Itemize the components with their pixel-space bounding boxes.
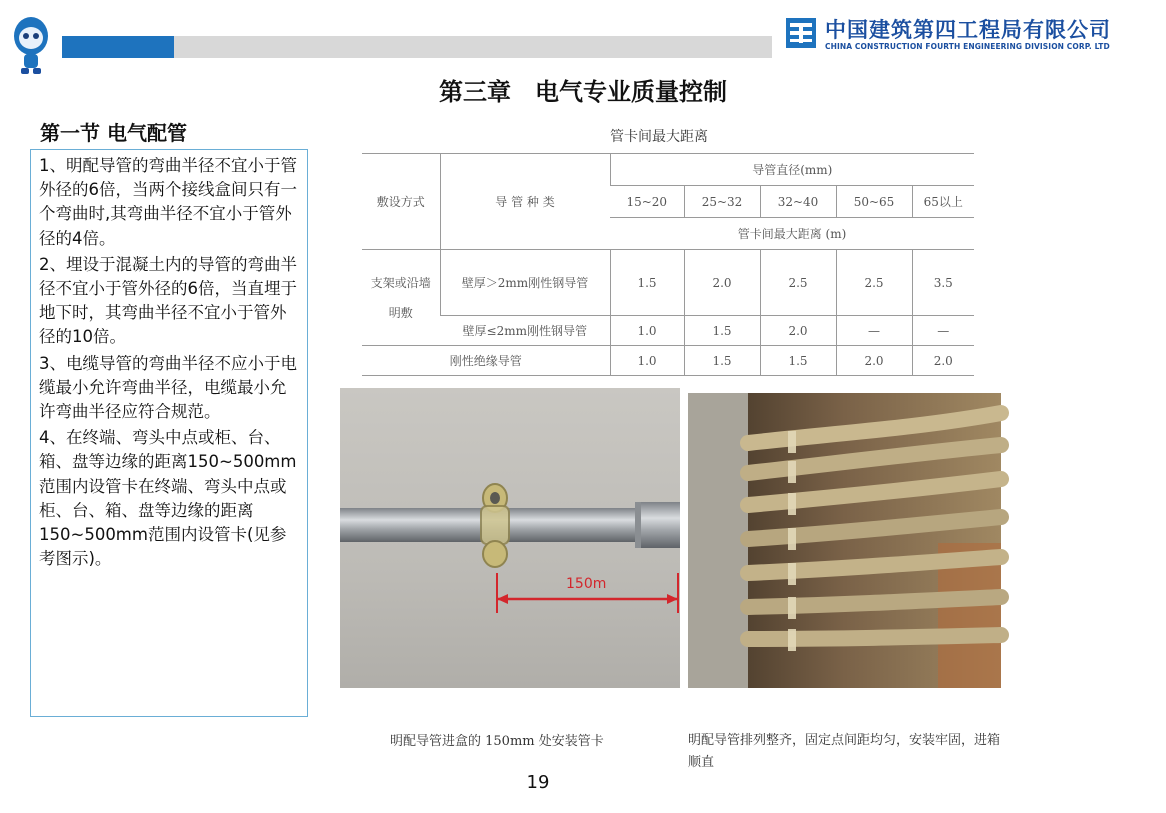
table-cell: 1.0: [610, 346, 684, 376]
table-cell: 1.5: [684, 346, 760, 376]
diameter-cell: 50~65: [836, 186, 912, 218]
table-cell: 2.5: [760, 250, 836, 316]
diameter-cell: 15~20: [610, 186, 684, 218]
header-laying-method: 敷设方式: [362, 154, 440, 250]
table-row-type: 刚性绝缘导管: [362, 346, 610, 376]
photo-caption-left: 明配导管进盒的 150mm 处安装管卡: [390, 734, 604, 749]
diameter-cell: 65以上: [912, 186, 974, 218]
table-cell: 3.5: [912, 250, 974, 316]
header-conduit-type: 导 管 种 类: [440, 154, 610, 250]
diameter-cell: 25~32: [684, 186, 760, 218]
table-row-type: 壁厚≤2mm刚性钢导管: [440, 316, 610, 346]
table-cell: 2.0: [912, 346, 974, 376]
company-logo-icon: [786, 18, 816, 48]
table-cell: 2.0: [836, 346, 912, 376]
paragraph-2: 2、埋设于混凝土内的导管的弯曲半径不宜小于管外径的6倍，当直埋于地下时，其弯曲半径不宜小于管外径的10倍。: [39, 254, 297, 347]
mascot-logo-icon: [10, 14, 52, 76]
table-cell: 1.5: [684, 316, 760, 346]
laying-mount-cell: 支架或沿墙明敷: [362, 250, 440, 346]
company-name-en: CHINA CONSTRUCTION FOURTH ENGINEERING DIVISION CORP. LTD: [825, 42, 1110, 51]
table-caption: 管卡间最大距离: [610, 129, 708, 145]
table-cell: 1.0: [610, 316, 684, 346]
table-cell: 2.0: [684, 250, 760, 316]
table-cell: 1.5: [760, 346, 836, 376]
paragraph-4: 4、在终端、弯头中点或柜、台、箱、盘等边缘的距离150~500mm范围内设管卡在终端、弯头中点或柜、台、箱、盘等边缘的距离150~500mm范围内设管卡(见参考图示)。: [39, 428, 297, 569]
paragraph-3: 3、电缆导管的弯曲半径不应小于电缆最小允许弯曲半径，电缆最小允许弯曲半径应符合规范。: [39, 353, 297, 422]
photo-conduit-clamp: [340, 388, 680, 688]
section-title: 第一节 电气配管: [40, 121, 187, 145]
table-row-type: 壁厚＞2mm刚性钢导管: [440, 250, 610, 316]
photo-caption-right: 明配导管排列整齐，固定点间距均匀，安装牢固，进箱顺直: [688, 733, 1001, 770]
diameter-cell: 32~40: [760, 186, 836, 218]
header-distance: 管卡间最大距离 (m): [610, 218, 974, 250]
page-number: 19: [526, 772, 550, 793]
paragraph-1: 1、明配导管的弯曲半径不宜小于管外径的6倍，当两个接线盒间只有一个弯曲时,其弯曲半径不宜小于管外径的4倍。: [39, 156, 297, 248]
chapter-title: 第三章 电气专业质量控制: [439, 78, 727, 106]
photo-conduit-bundle: [688, 393, 1001, 688]
company-name-cn: 中国建筑第四工程局有限公司: [825, 18, 1111, 42]
header-diameter: 导管直径(mm): [610, 154, 974, 186]
clamp-spacing-table: [362, 153, 974, 376]
table-cell: 1.5: [610, 250, 684, 316]
dimension-label: 150m: [566, 576, 607, 592]
header-bar-accent: [62, 36, 174, 58]
table-cell: —: [912, 316, 974, 346]
table-cell: 2.5: [836, 250, 912, 316]
table-cell: —: [836, 316, 912, 346]
requirements-text-box: [30, 149, 308, 717]
table-cell: 2.0: [760, 316, 836, 346]
